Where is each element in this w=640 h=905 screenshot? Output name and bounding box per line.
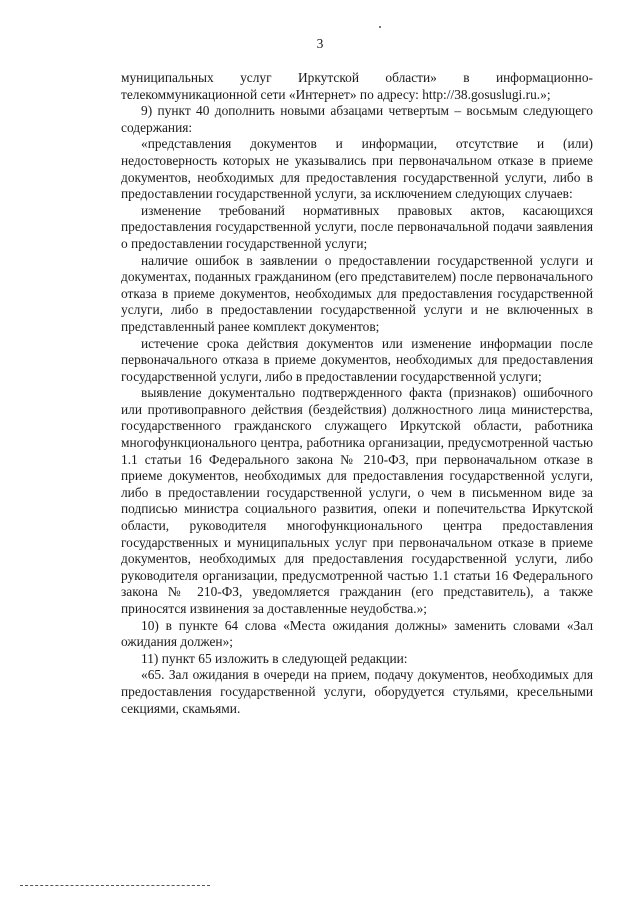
paragraph: «65. Зал ожидания в очереди на прием, подачу документов, необходимых для предоставления государственной услуги, оборудуется стульями, кресельными секциями, скамьями. <box>121 667 593 716</box>
paragraph: «представления документов и информации, отсутствие и (или) недостоверность которых не указывались при первоначальном отказе в приеме документов, необходимых для предоставления государственной услуги, либо в предоставлении государственной услуги, за исключением следующих случаев: <box>121 136 593 202</box>
paragraph: 10) в пункте 64 слова «Места ожидания должны» заменить словами «Зал ожидания должен»; <box>121 617 593 650</box>
paragraph: муниципальных услуг Иркутской области» в информационно-телекоммуникационной сети «Интернет» по адресу: http://38.gosuslugi.ru.»; <box>121 70 593 102</box>
paragraph: наличие ошибок в заявлении о предоставлении государственной услуги и документах, поданных гражданином (его представителем) после первоначального отказа в приеме документов, необходимых для предоставления государственной услуги, либо в предоставлении государственной услуги и не включенных в представленный ранее комплект документов; <box>121 252 593 334</box>
paragraph: изменение требований нормативных правовых актов, касающихся предоставления государственной услуги, после первоначальной подачи заявления о предоставлении государственной услуги; <box>121 202 593 251</box>
scan-artifact <box>379 26 381 28</box>
paragraph: истечение срока действия документов или изменение информации после первоначального отказа в приеме документов, необходимых для предоставления государственной услуги, либо в предоставлении государственной услуги; <box>121 335 593 384</box>
footer-divider <box>20 885 210 886</box>
document-body <box>121 70 593 717</box>
page-number: 3 <box>316 36 324 51</box>
paragraph: выявление документально подтвержденного факта (признаков) ошибочного или противоправного действия (бездействия) должностного лица министерства, государственного гражданского служащего Иркутской области, работника многофункционального центра, работника организации, предусмотренной частью 1.1 статьи 16 Федерального закона № 210-ФЗ, при первоначальном отказе в приеме документов, необходимых для предоставления государственной услуги, либо в предоставлении государственной услуги, о чем в письменном виде за подписью министра социального развития, опеки и попечительства Иркутской области, руководителя многофункционального центра предоставления государственных и муниципальных услуг при первоначальном отказе в приеме документов, необходимых для предоставления государственной услуги, либо руководителя организации, предусмотренной частью 1.1 статьи 16 Федерального закона № 210-ФЗ, уведомляется гражданин (его представитель), а также приносятся извинения за доставленные неудобства.»; <box>121 385 593 616</box>
paragraph: 11) пункт 65 изложить в следующей редакции: <box>141 650 408 666</box>
paragraph: 9) пункт 40 дополнить новыми абзацами четвертым – восьмым следующего содержания: <box>121 103 593 135</box>
